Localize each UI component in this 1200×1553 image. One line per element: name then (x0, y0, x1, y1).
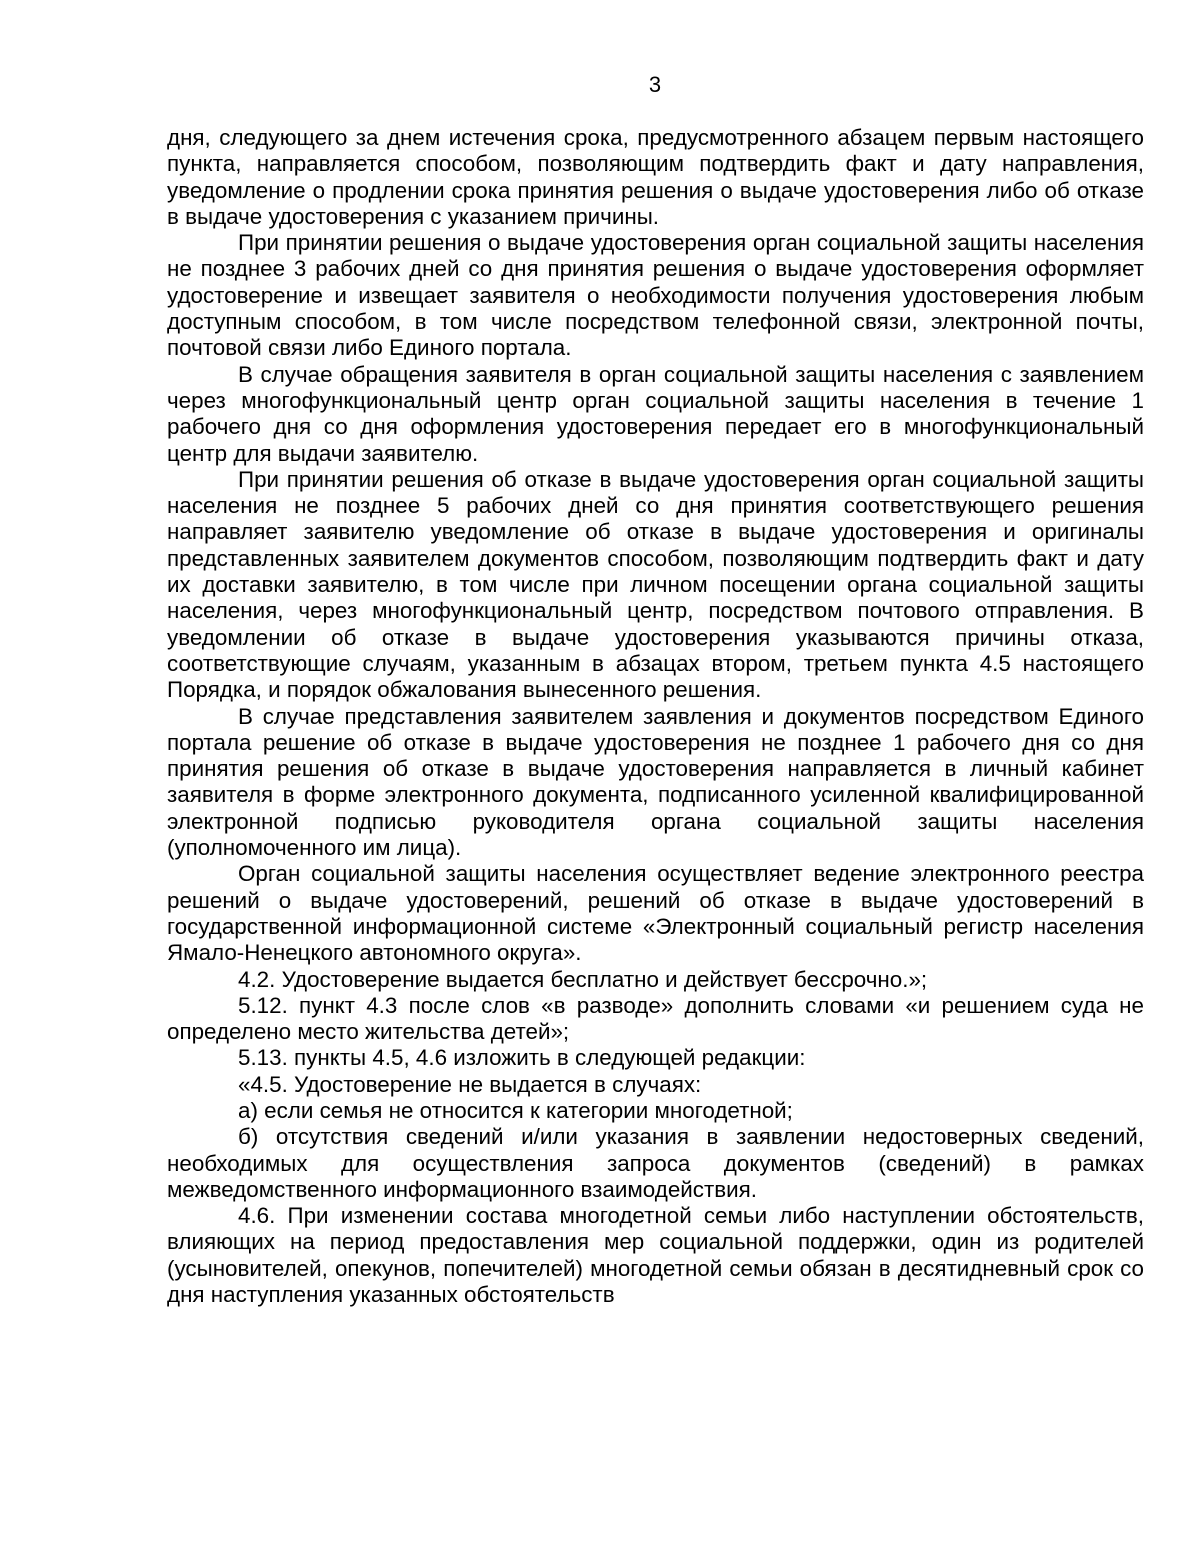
document-body (167, 125, 1144, 1308)
page-number: 3 (648, 72, 662, 97)
paragraph: В случае представления заявителем заявления и документов посредством Единого портала решение об отказе в выдаче удостоверения не позднее 1 рабочего дня со дня принятия решения об отказе в выдаче удостоверения направляется в личный кабинет заявителя в форме электронного документа, подписанного усиленной квалифицированной электронной подписью руководителя органа социальной защиты населения (уполномоченного им лица). (167, 703, 1144, 861)
paragraph: Орган социальной защиты населения осуществляет ведение электронного реестра решений о выдаче удостоверений, решений об отказе в выдаче удостоверений в государственной информационной системе «Электронный социальный регистр населения Ямало-Ненецкого автономного округа». (167, 861, 1144, 966)
paragraph: При принятии решения об отказе в выдаче удостоверения орган социальной защиты населения не позднее 5 рабочих дней со дня принятия соответствующего решения направляет заявителю уведомление об отказе в выдаче удостоверения и оригиналы представленных заявителем документов способом, позволяющим подтвердить факт и дату их доставки заявителю, в том числе при личном посещении органа социальной защиты населения, через многофункциональный центр, посредством почтового отправления. В уведомлении об отказе в выдаче удостоверения указываются причины отказа, соответствующие случаям, указанным в абзацах втором, третьем пункта 4.5 настоящего Порядка, и порядок обжалования вынесенного решения. (167, 466, 1144, 703)
paragraph: б) отсутствия сведений и/или указания в заявлении недостоверных сведений, необходимых для осуществления запроса документов (сведений) в рамках межведомственного информационного взаимодействия. (167, 1124, 1144, 1202)
paragraph: В случае обращения заявителя в орган социальной защиты населения с заявлением через многофункциональный центр орган социальной защиты населения в течение 1 рабочего дня со дня оформления удостоверения передает его в многофункциональный центр для выдачи заявителю. (167, 361, 1144, 466)
paragraph: 4.6. При изменении состава многодетной семьи либо наступлении обстоятельств, влияющих на период предоставления мер социальной поддержки, один из родителей (усыновителей, опекунов, попечителей) многодетной семьи обязан в десятидневный срок со дня наступления указанных обстоятельств (167, 1203, 1144, 1308)
paragraph: При принятии решения о выдаче удостоверения орган социальной защиты населения не позднее 3 рабочих дней со дня принятия решения о выдаче удостоверения оформляет удостоверение и извещает заявителя о необходимости получения удостоверения любым доступным способом, в том числе посредством телефонной связи, электронной почты, почтовой связи либо Единого портала. (167, 230, 1144, 361)
paragraph: «4.5. Удостоверение не выдается в случаях: (238, 1071, 702, 1097)
paragraph: 4.2. Удостоверение выдается бесплатно и действует бессрочно.»; (238, 966, 928, 992)
paragraph-continuation: дня, следующего за днем истечения срока, предусмотренного абзацем первым настоящего пункта, направляется способом, позволяющим подтвердить факт и дату направления, уведомление о продлении срока принятия решения о выдаче удостоверения либо об отказе в выдаче удостоверения с указанием причины. (167, 125, 1144, 229)
paragraph: 5.12. пункт 4.3 после слов «в разводе» дополнить словами «и решением суда не определено место жительства детей»; (167, 992, 1144, 1045)
paragraph: 5.13. пункты 4.5, 4.6 изложить в следующей редакции: (238, 1045, 806, 1071)
paragraph: а) если семья не относится к категории многодетной; (238, 1097, 793, 1123)
